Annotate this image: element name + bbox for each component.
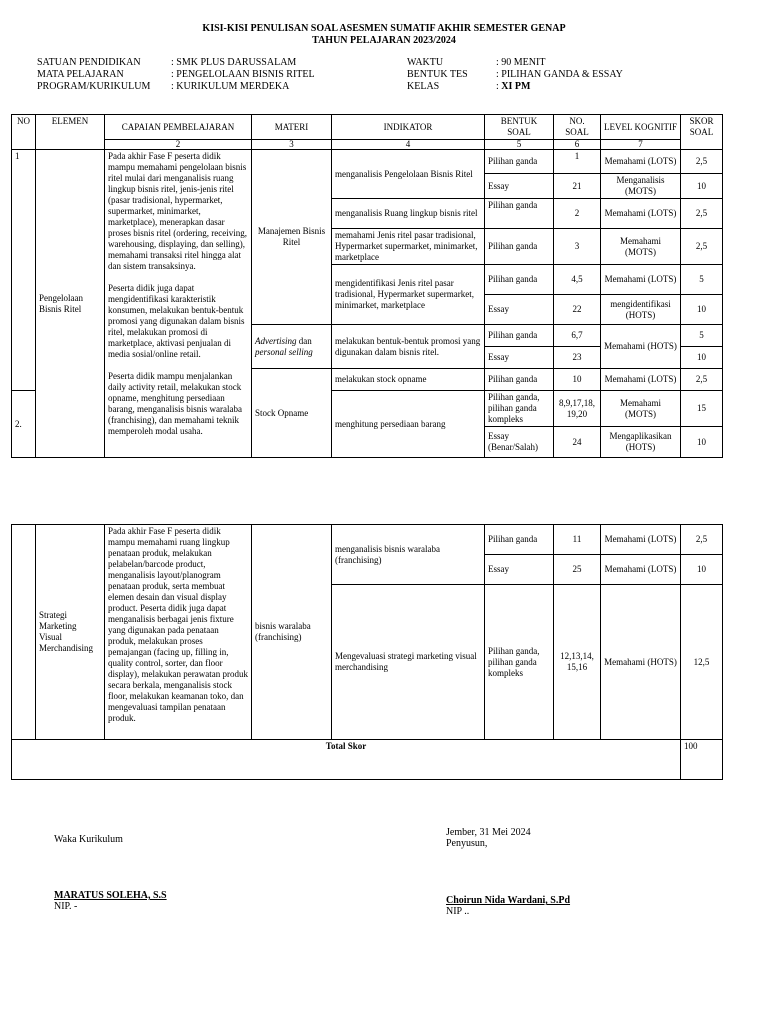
materi-cell: bisnis waralaba (franchising) bbox=[252, 525, 332, 740]
col-number: 6 bbox=[554, 140, 601, 150]
right-role: Penyusun, bbox=[446, 838, 488, 849]
no-soal-cell: 11 bbox=[554, 525, 601, 555]
skor-cell: 2,5 bbox=[681, 525, 723, 555]
no-soal-cell: 22 bbox=[554, 295, 601, 325]
bentuk-cell: Pilihan ganda bbox=[485, 369, 554, 391]
bentuk-cell: Pilihan ganda bbox=[485, 199, 554, 229]
level-cell: Memahami (HOTS) bbox=[601, 325, 681, 369]
level-cell: Memahami (MOTS) bbox=[601, 229, 681, 265]
header-level: LEVEL KOGNITIF bbox=[601, 115, 681, 140]
indikator-cell: menganalisis Ruang lingkup bisnis ritel bbox=[332, 199, 485, 229]
skor-cell: 10 bbox=[681, 174, 723, 199]
level-cell: Memahami (HOTS) bbox=[601, 585, 681, 740]
document-title bbox=[0, 23, 768, 47]
level-cell: Mengaplikasikan (HOTS) bbox=[601, 427, 681, 458]
indikator-cell: melakukan stock opname bbox=[332, 369, 485, 391]
right-name: Choirun Nida Wardani, S.Pd bbox=[446, 895, 571, 906]
col-number: 2 bbox=[105, 140, 252, 150]
bentuk-cell: Essay (Benar/Salah) bbox=[485, 427, 554, 458]
title-line-1: KISI-KISI PENULISAN SOAL ASESMEN SUMATIF AKHIR SEMESTER GENAP bbox=[202, 23, 566, 34]
indikator-cell: memahami Jenis ritel pasar tradisional, Hypermarket supermarket, minimarket, marketplace bbox=[332, 229, 485, 265]
bentuk-cell: Pilihan ganda bbox=[485, 325, 554, 347]
header-elemen: ELEMEN bbox=[36, 115, 105, 150]
col-number: 5 bbox=[485, 140, 554, 150]
no-soal-cell: 1 bbox=[554, 150, 601, 174]
header-indikator: INDIKATOR bbox=[332, 115, 485, 140]
skor-cell: 10 bbox=[681, 427, 723, 458]
title-line-2: TAHUN PELAJARAN 2023/2024 bbox=[312, 35, 456, 46]
info-label: PROGRAM/KURIKULUM bbox=[37, 81, 151, 92]
grid-table-2 bbox=[11, 524, 723, 780]
no-soal-cell: 3 bbox=[554, 229, 601, 265]
skor-cell: 5 bbox=[681, 325, 723, 347]
bentuk-cell: Pilihan ganda bbox=[485, 525, 554, 555]
indikator-cell: menganalisis Pengelolaan Bisnis Ritel bbox=[332, 150, 485, 199]
skor-cell: 2,5 bbox=[681, 369, 723, 391]
total-value: 100 bbox=[681, 740, 723, 780]
bentuk-cell: Pilihan ganda bbox=[485, 150, 554, 174]
col-number: 4 bbox=[332, 140, 485, 150]
bentuk-cell: Essay bbox=[485, 555, 554, 585]
no-soal-cell: 10 bbox=[554, 369, 601, 391]
capaian-pembelajaran bbox=[105, 150, 252, 458]
header-no-soal: NO. SOAL bbox=[554, 115, 601, 140]
row-number bbox=[12, 525, 36, 740]
indikator-cell: menganalisis bisnis waralaba (franchising) bbox=[332, 525, 485, 585]
skor-cell: 2,5 bbox=[681, 229, 723, 265]
info-value: : KURIKULUM MERDEKA bbox=[171, 81, 290, 92]
level-cell: Memahami (LOTS) bbox=[601, 265, 681, 295]
info-label: MATA PELAJARAN bbox=[37, 69, 124, 80]
skor-cell: 10 bbox=[681, 347, 723, 369]
bentuk-cell: Essay bbox=[485, 347, 554, 369]
no-soal-cell: 12,13,14, 15,16 bbox=[554, 585, 601, 740]
no-soal-cell: 24 bbox=[554, 427, 601, 458]
no-soal-cell: 4,5 bbox=[554, 265, 601, 295]
info-value: : SMK PLUS DARUSSALAM bbox=[171, 57, 297, 68]
level-cell: mengidentifikasi (HOTS) bbox=[601, 295, 681, 325]
level-cell: Memahami (MOTS) bbox=[601, 391, 681, 427]
materi-advertising: Advertising bbox=[255, 335, 297, 346]
info-value: : PILIHAN GANDA & ESSAY bbox=[496, 69, 623, 80]
header-cp: CAPAIAN PEMBELAJARAN bbox=[105, 115, 252, 140]
header-bentuk: BENTUK SOAL bbox=[485, 115, 554, 140]
bentuk-cell: Essay bbox=[485, 174, 554, 199]
skor-cell: 12,5 bbox=[681, 585, 723, 740]
col-number: 3 bbox=[252, 140, 332, 150]
skor-cell: 5 bbox=[681, 265, 723, 295]
no-soal-cell: 23 bbox=[554, 347, 601, 369]
left-nip: NIP. - bbox=[54, 901, 78, 912]
bentuk-cell: Pilihan ganda, pilihan ganda kompleks bbox=[485, 391, 554, 427]
header-materi: MATERI bbox=[252, 115, 332, 140]
info-value-prefix: : bbox=[496, 81, 502, 92]
level-cell: Menganalisis (MOTS) bbox=[601, 174, 681, 199]
skor-cell: 2,5 bbox=[681, 150, 723, 174]
no-soal-cell: 6,7 bbox=[554, 325, 601, 347]
info-label: WAKTU bbox=[407, 57, 444, 68]
level-cell: Memahami (LOTS) bbox=[601, 525, 681, 555]
no-soal-cell: 21 bbox=[554, 174, 601, 199]
header-skor: SKOR SOAL bbox=[681, 115, 723, 150]
capaian-pembelajaran: Pada akhir Fase F peserta didik mampu memahami ruang lingkup penataan produk, melakukan pelabelan/barcode product, menganalisis layout/planogram penataan produk, serta membuat elemen desain dan visual display product. Peserta didik juga dapat menganalisis berbagai jenis fixture yang digunakan pada penataan produk, melakukan proses pemajangan (facing up, filling in, quality control, sorter, dan floor display), melakukan perawatan produk secara berkala, menganalisis stock floor, melakukan keamanan toko, dan mengevaluasi tampilan penataan produk. bbox=[105, 525, 252, 740]
left-name: MARATUS SOLEHA, S.S bbox=[54, 890, 167, 901]
level-cell: Memahami (LOTS) bbox=[601, 150, 681, 174]
indikator-cell: menghitung persediaan barang bbox=[332, 391, 485, 458]
skor-cell: 10 bbox=[681, 555, 723, 585]
bentuk-cell: Pilihan ganda, pilihan ganda kompleks bbox=[485, 585, 554, 740]
materi-dan: dan bbox=[296, 335, 312, 346]
cp-paragraph: Peserta didik juga dapat mengidentifikasi karakteristik konsumen, melakukan bentuk-bentuk promosi yang digunakan dalam bisnis ritel, melakukan promosi di marketplace, aktivasi penjualan di media sosial/online retail. bbox=[108, 283, 245, 359]
bentuk-cell: Essay bbox=[485, 295, 554, 325]
indikator-cell: mengidentifikasi Jenis ritel pasar tradisional, Hypermarket supermarket, minimarket, marketplace bbox=[332, 265, 485, 325]
bentuk-cell: Pilihan ganda bbox=[485, 229, 554, 265]
row-number: 2. bbox=[12, 391, 36, 458]
level-cell: Memahami (LOTS) bbox=[601, 199, 681, 229]
skor-cell: 10 bbox=[681, 295, 723, 325]
level-cell: Memahami (LOTS) bbox=[601, 555, 681, 585]
right-nip: NIP .. bbox=[446, 906, 470, 917]
no-soal-cell: 25 bbox=[554, 555, 601, 585]
elemen-cell: Pengelolaan Bisnis Ritel bbox=[36, 150, 105, 458]
no-soal-cell: 2 bbox=[554, 199, 601, 229]
col-number: 7 bbox=[601, 140, 681, 150]
indikator-cell: melakukan bentuk-bentuk promosi yang digunakan dalam bisnis ritel. bbox=[332, 325, 485, 369]
skor-cell: 2,5 bbox=[681, 199, 723, 229]
cp-paragraph: Pada akhir Fase F peserta didik mampu memahami pengelolaan bisnis ritel mulai dari menganalisis ruang lingkup bisnis ritel, jenis-jenis ritel (pasar tradisional, hypermarket, supermarket, minimarket, marketplace), menerapkan dasar proses bisnis ritel (ordering, receiving, warehousing, displaying, dan selling), memahami transaksi ritel hingga alat dan sistem transaksinya. bbox=[108, 151, 247, 271]
total-label: Total Skor bbox=[12, 740, 681, 780]
skor-cell: 15 bbox=[681, 391, 723, 427]
no-soal-cell: 8,9,17,18, 19,20 bbox=[554, 391, 601, 427]
info-value-class: XI PM bbox=[501, 81, 531, 92]
info-left bbox=[37, 57, 315, 93]
elemen-cell: Strategi Marketing Visual Merchandising bbox=[36, 525, 105, 740]
cp-paragraph: Peserta didik mampu menjalankan daily activity retail, melakukan stock opname, menghitung persediaan barang, menganalisis bisnis waralaba (franchising), dan memahami teknik memperoleh modal usaha. bbox=[108, 371, 242, 436]
materi-personal-selling: personal selling bbox=[255, 346, 313, 357]
left-role: Waka Kurikulum bbox=[54, 834, 123, 845]
bentuk-cell: Pilihan ganda bbox=[485, 265, 554, 295]
indikator-cell: Mengevaluasi strategi marketing visual merchandising bbox=[332, 585, 485, 740]
info-label: SATUAN PENDIDIKAN bbox=[37, 57, 141, 68]
row-number: 1 bbox=[12, 150, 36, 391]
info-value: : PENGELOLAAN BISNIS RITEL bbox=[171, 69, 315, 80]
right-place-date: Jember, 31 Mei 2024 bbox=[446, 827, 531, 838]
grid-table-1 bbox=[11, 114, 723, 458]
info-label: KELAS bbox=[407, 81, 440, 92]
info-value: : 90 MENIT bbox=[496, 57, 546, 68]
materi-cell bbox=[252, 325, 332, 369]
level-cell: Memahami (LOTS) bbox=[601, 369, 681, 391]
info-right bbox=[407, 57, 623, 93]
materi-cell: Stock Opname bbox=[252, 369, 332, 458]
header-no: NO bbox=[12, 115, 36, 150]
info-label: BENTUK TES bbox=[407, 69, 468, 80]
materi-cell: Manajemen Bisnis Ritel bbox=[252, 150, 332, 325]
